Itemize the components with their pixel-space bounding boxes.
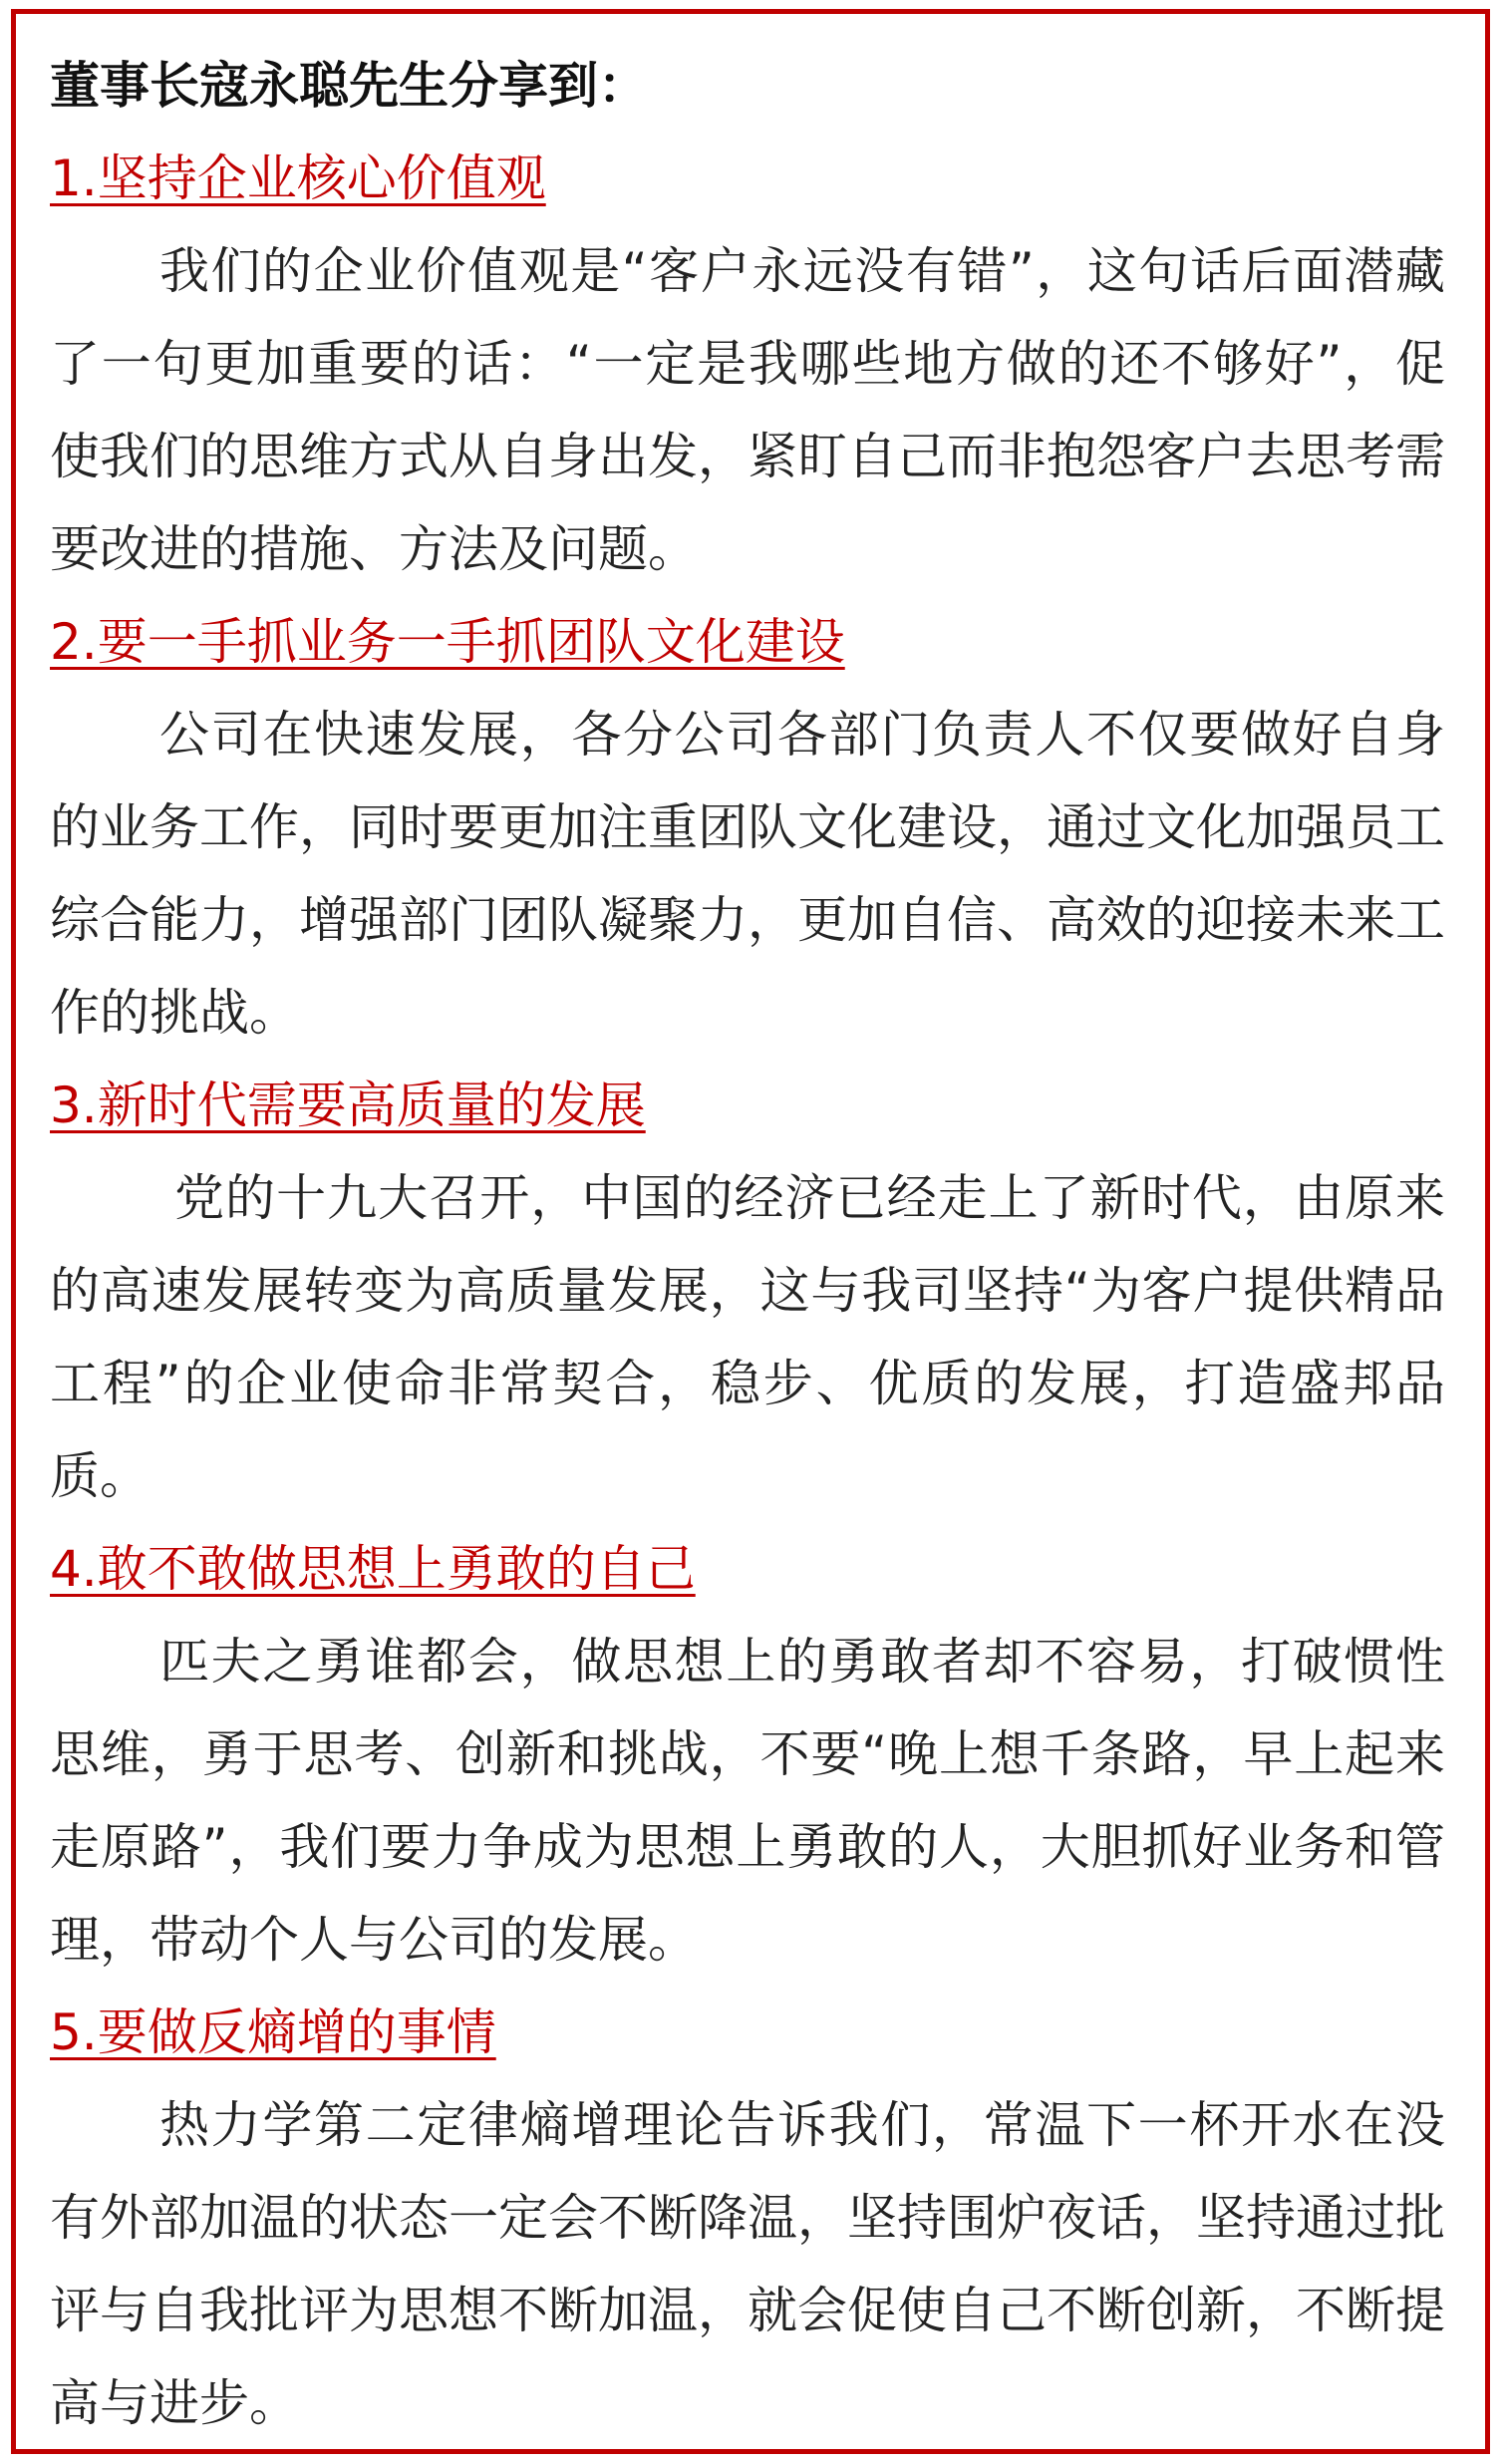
section-body-2: 公司在快速发展，各分公司各部门负责人不仅要做好自身的业务工作，同时要更加注重团队文化建设，通过文化加强员工综合能力，增强部门团队凝聚力，更加自信、高效的迎接未来工作的挑战。 bbox=[50, 706, 1445, 1042]
section-title-4: 4.敢不敢做思想上勇敢的自己 bbox=[50, 1540, 696, 1598]
section-body-4: 匹夫之勇谁都会，做思想上的勇敢者却不容易，打破惯性思维，勇于思考、创新和挑战，不要“晚上想千条路，早上起来走原路”，我们要力争成为思想上勇敢的人，大胆抓好业务和管理，带动个人与公司的发展。 bbox=[50, 1633, 1445, 1969]
section-title-5: 5.要做反熵增的事情 bbox=[50, 2003, 496, 2061]
article-heading: 董事长寇永聪先生分享到： bbox=[50, 57, 648, 115]
section-title-2: 2.要一手抓业务一手抓团队文化建设 bbox=[50, 613, 845, 671]
section-body-5: 热力学第二定律熵增理论告诉我们，常温下一杯开水在没有外部加温的状态一定会不断降温，坚持围炉夜话，坚持通过批评与自我批评为思想不断加温，就会促使自己不断创新，不断提高与进步。 bbox=[50, 2096, 1445, 2432]
article-content bbox=[50, 40, 1445, 2450]
section-body-1: 我们的企业价值观是“客户永远没有错”，这句话后面潜藏了一句更加重要的话：“一定是我哪些地方做的还不够好”，促使我们的思维方式从自身出发，紧盯自己而非抱怨客户去思考需要改进的措施、方法及问题。 bbox=[50, 242, 1445, 578]
section-title-3: 3.新时代需要高质量的发展 bbox=[50, 1077, 646, 1134]
section-body-3: 党的十九大召开，中国的经济已经走上了新时代，由原来的高速发展转变为高质量发展，这与我司坚持“为客户提供精品工程”的企业使命非常契合，稳步、优质的发展，打造盛邦品质。 bbox=[50, 1169, 1445, 1505]
section-title-1: 1.坚持企业核心价值观 bbox=[50, 150, 546, 207]
